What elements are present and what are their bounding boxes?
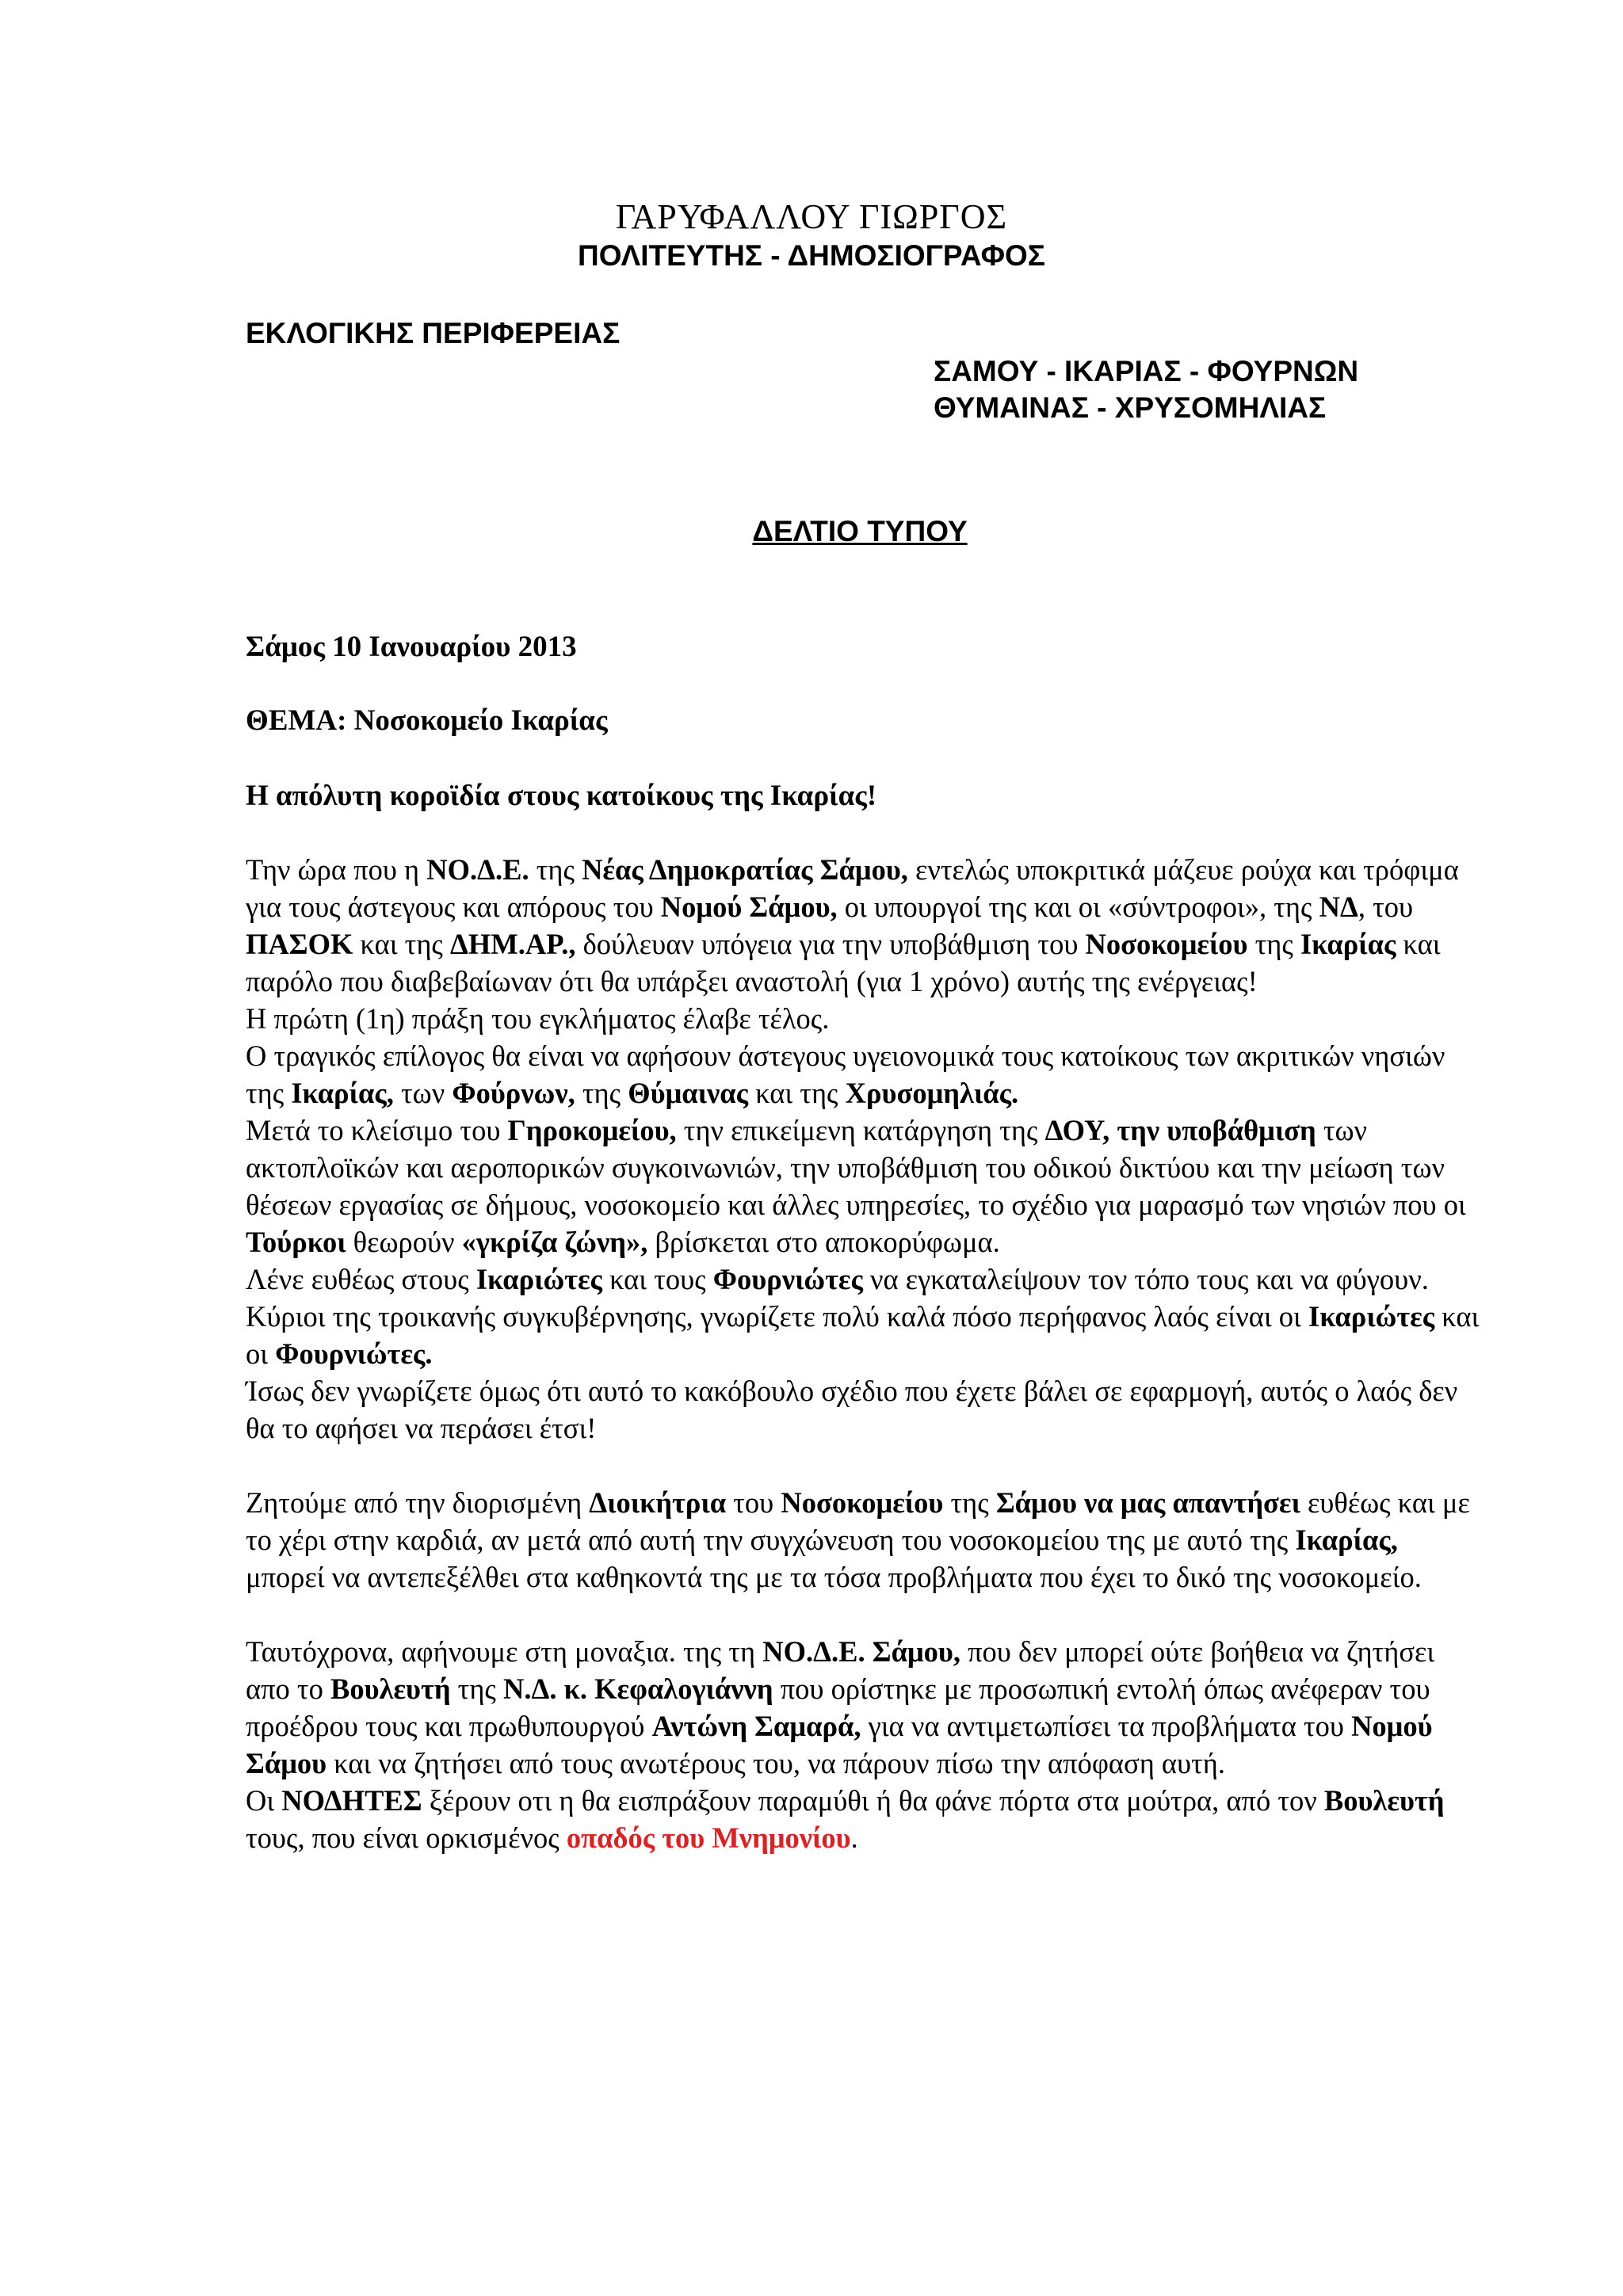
- paragraph-spacer: [246, 1596, 1482, 1633]
- region-line-1: ΣΑΜΟΥ - ΙΚΑΡΙΑΣ - ΦΟΥΡΝΩΝ: [934, 355, 1359, 387]
- paragraph-spacer: [246, 1447, 1482, 1484]
- body-paragraph-7: Ίσως δεν γνωρίζετε όμως ότι αυτό το κακόβουλο σχέδιο που έχετε βάλει σε εφαρμογή, αυτός ο λαός δεν θα το αφήσει να περάσει έτσι!: [246, 1375, 1458, 1444]
- body-paragraph-9: Ταυτόχρονα, αφήνουμε στη μοναξια. της τη ΝΟ.Δ.Ε. Σάμου, που δεν μπορεί ούτε βοήθεια να ζητήσει απο το Βουλευτή της Ν.Δ. κ. Κεφαλογιάννη που ορίστηκε με προσωπική εντολή όπως ανέφεραν του προέδρου τους και πρωθυπουργού Αντώνη Σαμαρά, για να αντιμετωπίσει τα προβλήματα του Νομού Σάμου και να ζητήσει από τους ανωτέρους του, να πάρουν πίσω την απόφαση αυτή.: [246, 1635, 1435, 1779]
- document-date: Σάμος 10 Ιανουαρίου 2013: [246, 631, 577, 663]
- body-paragraph-6: Κύριοι της τροικανής συγκυβέρνησης, γνωρίζετε πολύ καλά πόσο περήφανος λαός είναι οι Ικαριώτες και οι Φουρνιώτες.: [246, 1300, 1480, 1370]
- document-subject: ΘΕΜΑ: Νοσοκομείο Ικαρίας: [246, 704, 608, 737]
- author-role: ΠΟΛΙΤΕΥΤΗΣ - ΔΗΜΟΣΙΟΓΡΑΦΟΣ: [578, 239, 1045, 272]
- body-paragraph-3: Ο τραγικός επίλογος θα είναι να αφήσουν άστεγους υγειονομικά τους κατοίκους των ακριτικών νησιών της Ικαρίας, των Φούρνων, της Θύμαινας και της Χρυσομηλιάς.: [246, 1039, 1445, 1109]
- region-label: ΕΚΛΟΓΙΚΗΣ ΠΕΡΙΦΕΡΕΙΑΣ: [246, 317, 621, 349]
- author-name: ΓΑΡΥΦΑΛΛΟΥ ΓΙΩΡΓΟΣ: [615, 197, 1008, 236]
- body-paragraph-4: Μετά το κλείσιμο του Γηροκομείου, την επικείμενη κατάργηση της ΔΟΥ, την υποβάθμιση των ακτοπλοϊκών και αεροπορικών συγκοινωνιών, την υποβάθμιση του οδικού δικτύου και την μείωση των θέσεων εργασίας σε δήμους, νοσοκομείο και άλλες υπηρεσίες, το σχέδιο για μαρασμό των νησιών που οι Τούρκοι θεωρούν «γκρίζα ζώνη», βρίσκεται στο αποκορύφωμα.: [246, 1114, 1466, 1258]
- body-paragraph-5: Λένε ευθέως στους Ικαριώτες και τους Φουρνιώτες να εγκαταλείψουν τον τόπο τους και να φύγουν.: [246, 1263, 1429, 1295]
- region-line-2: ΘΥΜΑΙΝΑΣ - ΧΡΥΣΟΜΗΛΙΑΣ: [934, 391, 1327, 424]
- body-paragraph-10: Οι ΝΟΔΗΤΕΣ ξέρουν οτι η θα εισπράξουν παραμύθι ή θα φάνε πόρτα στα μούτρα, από τον Βουλευτή τους, που είναι ορκισμένος οπαδός του Μνημονίου.: [246, 1784, 1445, 1854]
- document-headline: Η απόλυτη κοροϊδία στους κατοίκους της Ικαρίας!: [246, 780, 877, 812]
- document-body: [246, 851, 1482, 1856]
- red-emphasis: οπαδός του Μνημονίου: [566, 1821, 851, 1854]
- body-paragraph-2: Η πρώτη (1η) πράξη του εγκλήματος έλαβε τέλος.: [246, 1002, 830, 1035]
- body-paragraph-8: Ζητούμε από την διορισμένη Διοικήτρια του Νοσοκομείου της Σάμου να μας απαντήσει ευθέως και με το χέρι στην καρδιά, αν μετά από αυτή την συγχώνευση του νοσοκομείου της με αυτό της Ικαρίας, μπορεί να αντεπεξέλθει στα καθηκοντά της με τα τόσα προβλήματα που έχει το δικό της νοσοκομείο.: [246, 1486, 1470, 1593]
- body-paragraph-1: Την ώρα που η ΝΟ.Δ.Ε. της Νέας Δημοκρατίας Σάμου, εντελώς υποκριτικά μάζευε ρούχα και τρόφιμα για τους άστεγους και απόρους του Νομού Σάμου, οι υπουργοί της και οι «σύντροφοι», της ΝΔ, του ΠΑΣΟΚ και της ΔΗΜ.ΑΡ., δούλευαν υπόγεια για την υποβάθμιση του Νοσοκομείου της Ικαρίας και παρόλο που διαβεβαίωναν ότι θα υπάρξει αναστολή (για 1 χρόνο) αυτής της ενέργειας!: [246, 853, 1459, 997]
- press-release-title: ΔΕΛΤΙΟ ΤΥΠΟΥ: [752, 515, 968, 547]
